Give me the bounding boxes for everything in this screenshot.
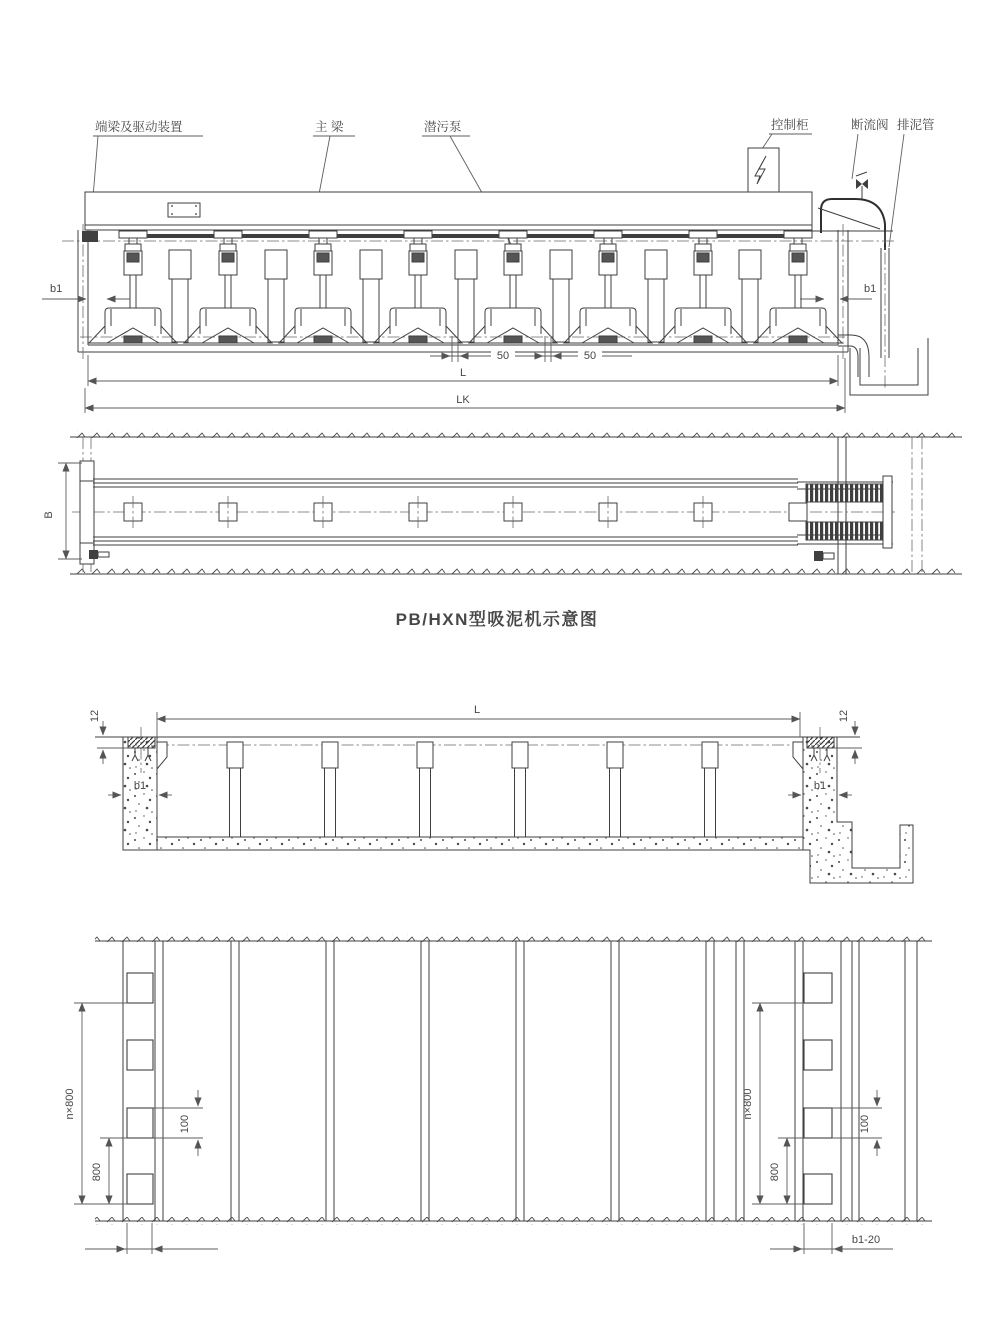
dim-rail-12-right: 12 [838, 709, 850, 723]
section-columns [227, 742, 718, 837]
dim-rail-span-LK: LK [456, 394, 470, 406]
beam-access-plate [168, 203, 200, 217]
label-main-beam: 主 梁 [315, 120, 344, 134]
dim-gap2: 50 [583, 350, 597, 362]
elevation-view [42, 117, 935, 413]
dim-width-B: B [43, 511, 55, 519]
leader-control-cabinet [762, 134, 772, 149]
section-view [89, 704, 913, 883]
rail-corbel-right [793, 742, 803, 769]
leader-cutoff-valve [852, 134, 858, 179]
dim-gap1: 50 [496, 350, 510, 362]
plan-dimensions [43, 463, 82, 559]
anchor-grid-lines [123, 941, 917, 1221]
dim-100-left: 100 [179, 1114, 191, 1134]
leader-mud-discharge-pipe [889, 134, 904, 247]
anchor-plan-view [64, 934, 932, 1254]
end-carriage-drive [82, 231, 98, 242]
rail-corbel-left [157, 742, 167, 769]
control-cabinet [748, 148, 779, 192]
dim-800-right: 800 [769, 1162, 781, 1182]
dim-b1-20: b1-20 [851, 1234, 881, 1246]
label-submersible-pump: 潜污泵 [424, 120, 462, 134]
end-plate [883, 476, 892, 548]
drawing-title: PB/HXN型吸泥机示意图 [395, 610, 599, 629]
drive-motor-left [89, 550, 98, 559]
left-wall-concrete [123, 737, 157, 850]
dim-100-right: 100 [859, 1114, 871, 1134]
rail-pad-left [128, 737, 155, 748]
section-dimensions [89, 704, 862, 795]
dim-n800-left: n×800 [64, 1088, 76, 1120]
main-beam [85, 192, 812, 230]
dim-800-left: 800 [91, 1162, 103, 1182]
dim-b1-left: b1 [50, 283, 63, 295]
label-cutoff-valve: 断流阀 [851, 118, 889, 132]
dim-b1-right: b1 [864, 283, 877, 295]
label-mud-discharge-pipe: 排泥管 [897, 118, 935, 132]
right-wall-channel-concrete [803, 737, 913, 883]
plan-view [43, 430, 962, 575]
anchor-recesses-left [127, 973, 153, 1204]
anchor-recesses-right [804, 973, 832, 1204]
floor-slab-concrete [157, 837, 803, 850]
label-end-beam-drive: 端梁及驱动装置 [95, 120, 183, 134]
anchor-dims-bottom [85, 1223, 893, 1254]
label-control-cabinet: 控制柜 [771, 118, 809, 132]
dim-wall-b1-right: b1 [813, 780, 827, 792]
end-beam-left [80, 461, 109, 564]
mud-discharge-pipe [881, 232, 889, 388]
drive-motor-right [814, 551, 823, 561]
dim-section-L: L [473, 704, 481, 716]
dim-length-L: L [459, 367, 467, 379]
dim-n800-right: n×800 [742, 1088, 754, 1120]
discharge-trough [838, 335, 928, 395]
drive-end-structure [789, 476, 893, 561]
dim-rail-12-left: 12 [89, 709, 101, 723]
dim-wall-b1-left: b1 [133, 780, 147, 792]
rail-pad-right [807, 737, 834, 748]
